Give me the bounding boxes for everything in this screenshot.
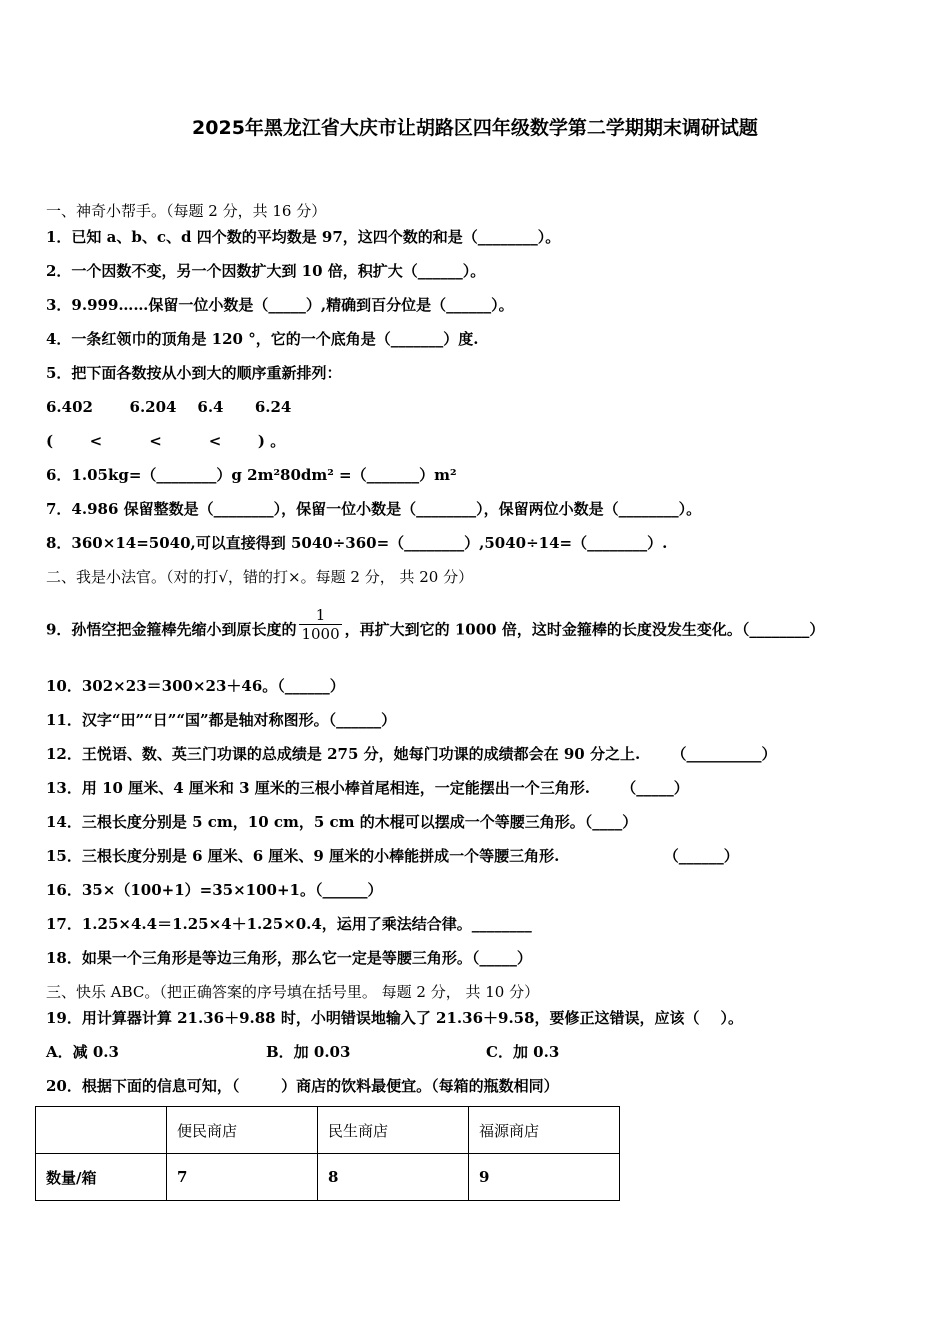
table-cell: 福源商店 bbox=[469, 1107, 620, 1154]
table-row bbox=[36, 1154, 620, 1201]
table-cell: 8 bbox=[318, 1154, 469, 1201]
question-18: 18．如果一个三角形是等边三角形，那么它一定是等腰三角形。（_____） bbox=[46, 949, 532, 967]
table-cell: 7 bbox=[167, 1154, 318, 1201]
question-7: 7．4.986 保留整数是（________），保留一位小数是（________），保留两位小数是（________）。 bbox=[46, 500, 702, 518]
question-9-text-before: 9．孙悟空把金箍棒先缩小到原长度的 bbox=[46, 620, 297, 639]
question-2: 2．一个因数不变，另一个因数扩大到 10 倍，积扩大（______）。 bbox=[46, 262, 486, 280]
section-heading-2: 二、我是小法官。（对的打√，错的打×。每题 2 分， 共 20 分） bbox=[46, 568, 474, 586]
fraction-denominator: 1000 bbox=[301, 625, 340, 643]
table-cell: 9 bbox=[469, 1154, 620, 1201]
question-10: 10．302×23＝300×23＋46。（______） bbox=[46, 677, 345, 695]
option-a: A．减 0.3 bbox=[46, 1043, 119, 1061]
table-cell: 数量/箱 bbox=[36, 1154, 167, 1201]
page-title: 2025年黑龙江省大庆市让胡路区四年级数学第二学期期末调研试题 bbox=[192, 117, 758, 139]
question-13: 13．用 10 厘米、4 厘米和 3 厘米的三根小棒首尾相连，一定能摆出一个三角形. （_____） bbox=[46, 779, 689, 797]
question-5: 5．把下面各数按从小到大的顺序重新排列： bbox=[46, 364, 342, 382]
question-19: 19．用计算器计算 21.36＋9.88 时，小明错误地输入了 21.36＋9.58，要修正这错误，应该（ ）。 bbox=[46, 1009, 743, 1027]
question-14: 14．三根长度分别是 5 cm，10 cm，5 cm 的木棍可以摆成一个等腰三角形。（____） bbox=[46, 813, 638, 831]
question-9 bbox=[46, 606, 825, 649]
fraction bbox=[299, 606, 341, 643]
question-12: 12．王悦语、数、英三门功课的总成绩是 275 分，她每门功课的成绩都会在 90 分之上. （__________） bbox=[46, 745, 777, 763]
option-c: C．加 0.3 bbox=[486, 1043, 560, 1061]
question-8: 8．360×14=5040,可以直接得到 5040÷360=（________）,5040÷14=（________）. bbox=[46, 534, 668, 552]
question-4: 4．一条红领巾的顶角是 120 °，它的一个底角是（_______）度. bbox=[46, 330, 479, 348]
question-1: 1．已知 a、b、c、d 四个数的平均数是 97，这四个数的和是（________）。 bbox=[46, 228, 561, 246]
question-5-numbers: 6.402 6.204 6.4 6.24 bbox=[46, 398, 292, 416]
question-11: 11．汉字“田”“日”“国”都是轴对称图形。（______） bbox=[46, 711, 397, 729]
question-5-blanks: ( < < < ) 。 bbox=[46, 432, 286, 450]
section-heading-1: 一、神奇小帮手。（每题 2 分，共 16 分） bbox=[46, 202, 327, 220]
question-16: 16．35×（100+1）=35×100+1。（______） bbox=[46, 881, 383, 899]
section-heading-3: 三、快乐 ABC。（把正确答案的序号填在括号里。 每题 2 分， 共 10 分） bbox=[46, 983, 540, 1001]
question-3: 3．9.999……保留一位小数是（_____）,精确到百分位是（______）。 bbox=[46, 296, 514, 314]
question-9-text-after: ，再扩大到它的 1000 倍，这时金箍棒的长度没发生变化。（________） bbox=[344, 620, 825, 639]
question-17: 17．1.25×4.4＝1.25×4＋1.25×0.4，运用了乘法结合律。________ bbox=[46, 915, 532, 933]
store-table bbox=[35, 1106, 620, 1201]
table-row bbox=[36, 1107, 620, 1154]
question-20: 20．根据下面的信息可知，（ ）商店的饮料最便宜。（每箱的瓶数相同） bbox=[46, 1077, 559, 1095]
option-b: B．加 0.03 bbox=[266, 1043, 351, 1061]
table-cell: 民生商店 bbox=[318, 1107, 469, 1154]
fraction-numerator: 1 bbox=[299, 606, 341, 625]
question-6: 6．1.05kg=（________）g 2m²80dm² =（_______）m² bbox=[46, 466, 457, 484]
table-cell bbox=[36, 1107, 167, 1154]
table-cell: 便民商店 bbox=[167, 1107, 318, 1154]
question-15: 15．三根长度分别是 6 厘米、6 厘米、9 厘米的小棒能拼成一个等腰三角形. （______） bbox=[46, 847, 739, 865]
